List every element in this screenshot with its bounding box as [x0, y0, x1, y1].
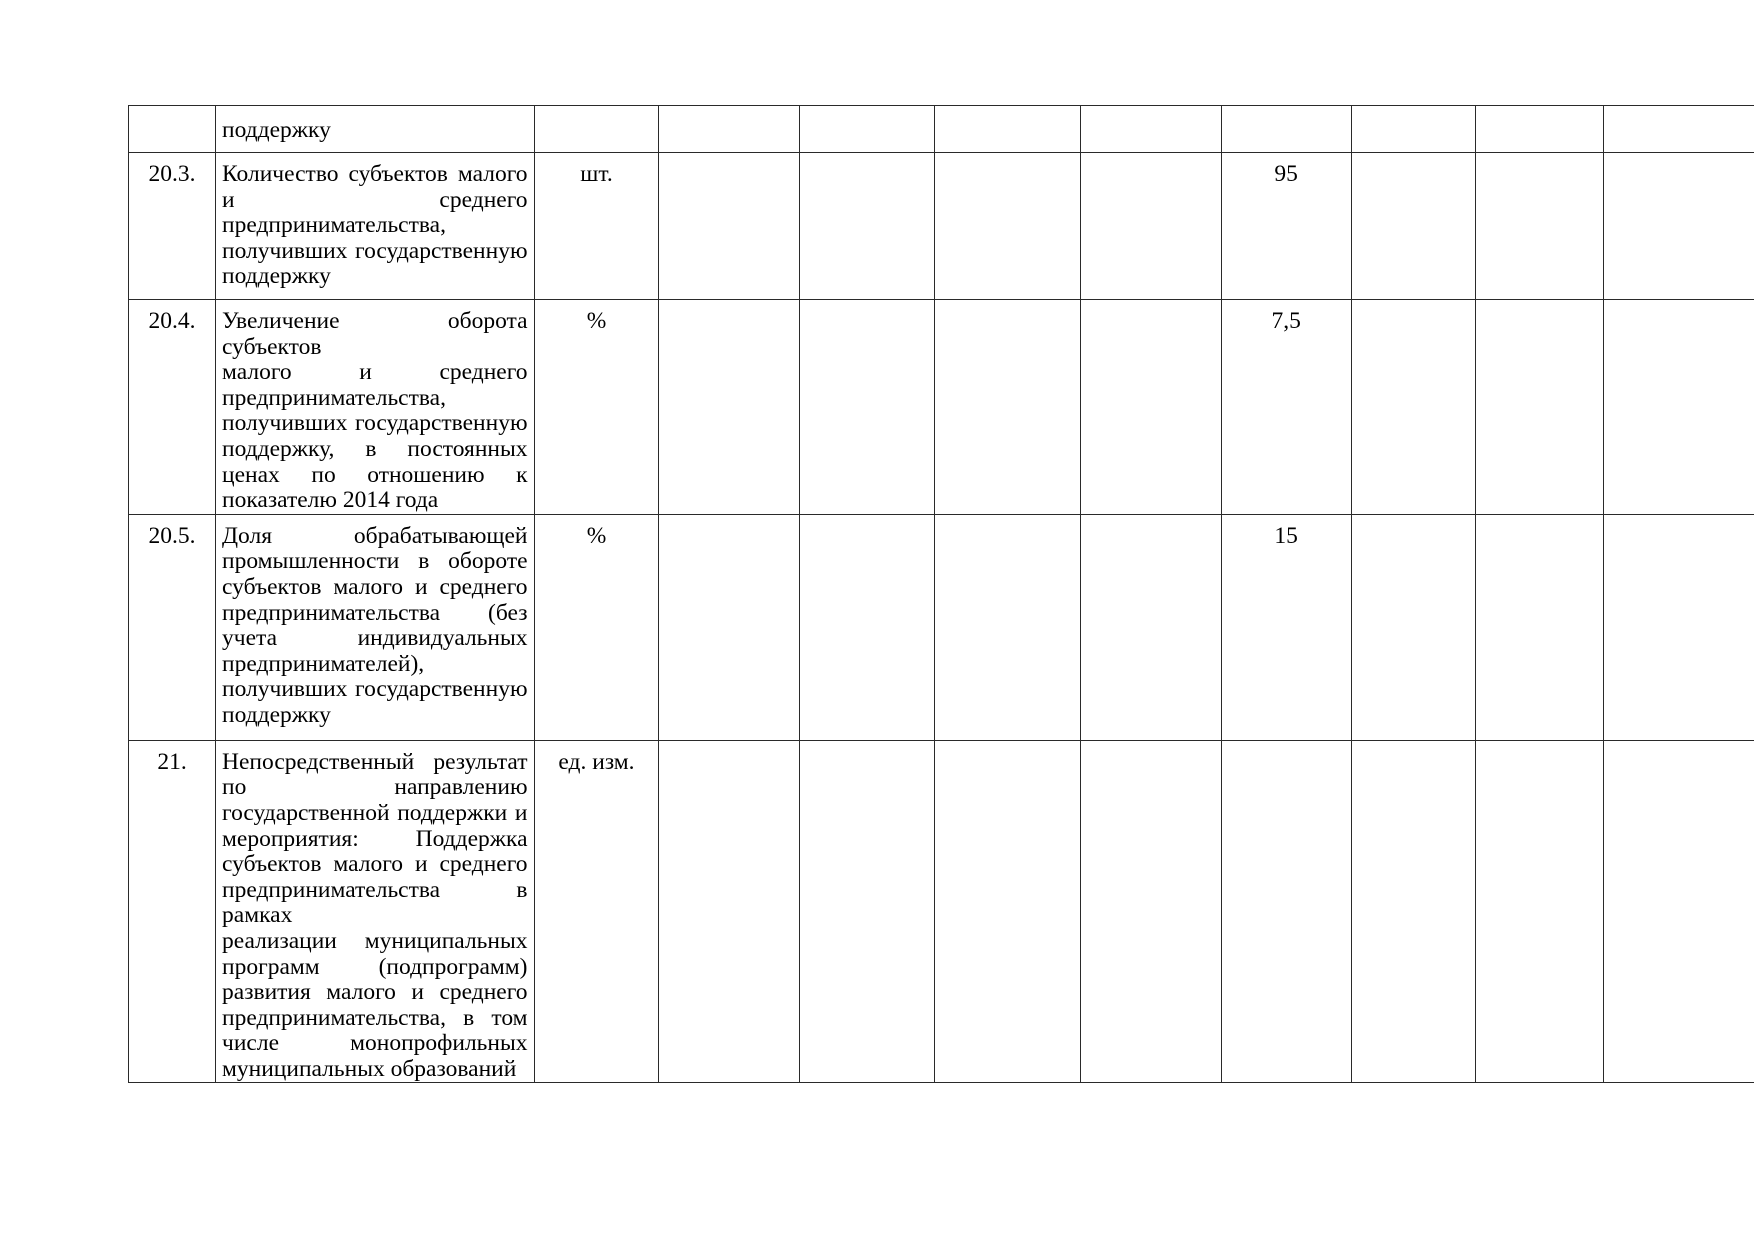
description-line: государственной поддержки и	[222, 799, 528, 826]
description-line: ценах по отношению к	[222, 461, 528, 488]
table-row	[129, 740, 1754, 1083]
unit-of-measure: %	[586, 522, 607, 549]
unit-cell	[534, 106, 659, 153]
row-number-cell	[129, 153, 216, 300]
description-line: показателю 2014 года	[222, 487, 439, 514]
description-line: поддержку, в постоянных	[222, 435, 528, 462]
description-line: предпринимательства, в том	[222, 1004, 528, 1031]
unit-cell	[534, 740, 659, 1083]
empty-cell	[934, 740, 1080, 1083]
empty-cell	[1475, 153, 1603, 300]
target-value: 7,5	[1271, 308, 1301, 334]
unit-of-measure: ед. изм.	[558, 748, 635, 775]
unit-cell	[534, 514, 659, 740]
description-line: субъектов малого и среднего	[222, 851, 528, 878]
row-number	[129, 106, 215, 115]
empty-cell	[1475, 740, 1603, 1083]
target-value-cell	[1221, 153, 1351, 300]
unit-of-measure: шт.	[580, 161, 613, 187]
target-value-cell	[1221, 106, 1351, 153]
empty-cell	[1081, 514, 1221, 740]
empty-cell	[659, 106, 799, 153]
empty-cell	[659, 740, 799, 1083]
empty-cell	[934, 300, 1080, 515]
indicator-description-cell	[216, 300, 534, 515]
empty-cell	[1351, 300, 1475, 515]
row-number-cell	[129, 300, 216, 515]
empty-cell	[799, 153, 934, 300]
description-line: Количество субъектов малого	[222, 161, 528, 187]
description-line: малого и среднего	[222, 359, 528, 386]
indicator-description-cell	[216, 153, 534, 300]
empty-cell	[1475, 514, 1603, 740]
empty-cell	[659, 514, 799, 740]
empty-cell	[934, 514, 1080, 740]
empty-cell	[1475, 106, 1603, 153]
description-line: Непосредственный результат	[222, 748, 528, 775]
empty-cell	[799, 300, 934, 515]
description-line: мероприятия: Поддержка	[222, 825, 528, 852]
description-line: получивших государственную	[222, 410, 528, 437]
unit-cell	[534, 300, 659, 515]
empty-cell	[1081, 106, 1221, 153]
empty-cell	[1081, 300, 1221, 515]
row-number-cell	[129, 740, 216, 1083]
description-line: Увеличение оборота субъектов	[222, 308, 528, 360]
target-value-cell	[1221, 300, 1351, 515]
row-number-cell	[129, 106, 216, 153]
target-value: 15	[1274, 522, 1298, 549]
description-line: Доля обрабатывающей	[222, 522, 528, 549]
empty-cell	[799, 514, 934, 740]
description-line: получивших государственную	[222, 237, 528, 264]
target-value	[1222, 106, 1351, 115]
empty-cell	[1603, 153, 1754, 300]
empty-cell	[659, 300, 799, 515]
row-number: 21.	[157, 748, 187, 775]
empty-cell	[1475, 300, 1603, 515]
description-line: поддержку	[222, 701, 331, 728]
table-row	[129, 153, 1754, 300]
empty-cell	[1351, 514, 1475, 740]
description-line: получивших государственную	[222, 676, 528, 703]
description-line: по направлению	[222, 774, 528, 801]
empty-cell	[799, 740, 934, 1083]
row-number: 20.5.	[148, 522, 196, 549]
empty-cell	[1603, 740, 1754, 1083]
empty-cell	[1351, 153, 1475, 300]
empty-cell	[1081, 740, 1221, 1083]
indicator-description	[216, 300, 533, 514]
indicator-description	[216, 153, 533, 290]
description-line: субъектов малого и среднего	[222, 573, 528, 600]
description-line: муниципальных образований	[222, 1055, 517, 1082]
description-line: поддержку	[222, 263, 331, 290]
description-line: реализации муниципальных	[222, 927, 528, 954]
indicators-table	[128, 105, 1754, 1083]
indicator-description-cell	[216, 106, 534, 153]
unit-of-measure: %	[586, 308, 607, 334]
empty-cell	[1603, 106, 1754, 153]
unit-cell	[534, 153, 659, 300]
empty-cell	[659, 153, 799, 300]
description-line: поддержку	[222, 117, 331, 143]
description-line: развития малого и среднего	[222, 979, 528, 1006]
description-line: учета индивидуальных	[222, 625, 528, 652]
empty-cell	[1081, 153, 1221, 300]
description-line: промышленности в обороте	[222, 548, 528, 575]
description-line: программ (подпрограмм)	[222, 953, 528, 980]
description-line: предпринимателей),	[222, 650, 425, 677]
target-value	[1222, 741, 1351, 750]
empty-cell	[934, 153, 1080, 300]
empty-cell	[1351, 740, 1475, 1083]
row-number: 20.4.	[148, 308, 196, 334]
unit-of-measure	[535, 106, 659, 115]
empty-cell	[1351, 106, 1475, 153]
description-line: предпринимательства в рамках	[222, 876, 528, 929]
row-number-cell	[129, 514, 216, 740]
row-number: 20.3.	[148, 161, 196, 187]
empty-cell	[799, 106, 934, 153]
description-line: предпринимательства,	[222, 212, 446, 239]
target-value-cell	[1221, 514, 1351, 740]
empty-cell	[1603, 514, 1754, 740]
description-line: и среднего	[222, 186, 528, 213]
table-row	[129, 514, 1754, 740]
empty-cell	[934, 106, 1080, 153]
indicator-description	[216, 106, 533, 144]
indicator-description-cell	[216, 514, 534, 740]
target-value: 95	[1274, 161, 1298, 187]
indicator-description	[216, 515, 533, 729]
table-row	[129, 106, 1754, 153]
indicator-description-cell	[216, 740, 534, 1083]
description-line: предпринимательства (без	[222, 599, 528, 626]
target-value-cell	[1221, 740, 1351, 1083]
table-row	[129, 300, 1754, 515]
empty-cell	[1603, 300, 1754, 515]
indicator-description	[216, 741, 533, 1083]
description-line: числе монопрофильных	[222, 1030, 528, 1057]
description-line: предпринимательства,	[222, 384, 446, 411]
